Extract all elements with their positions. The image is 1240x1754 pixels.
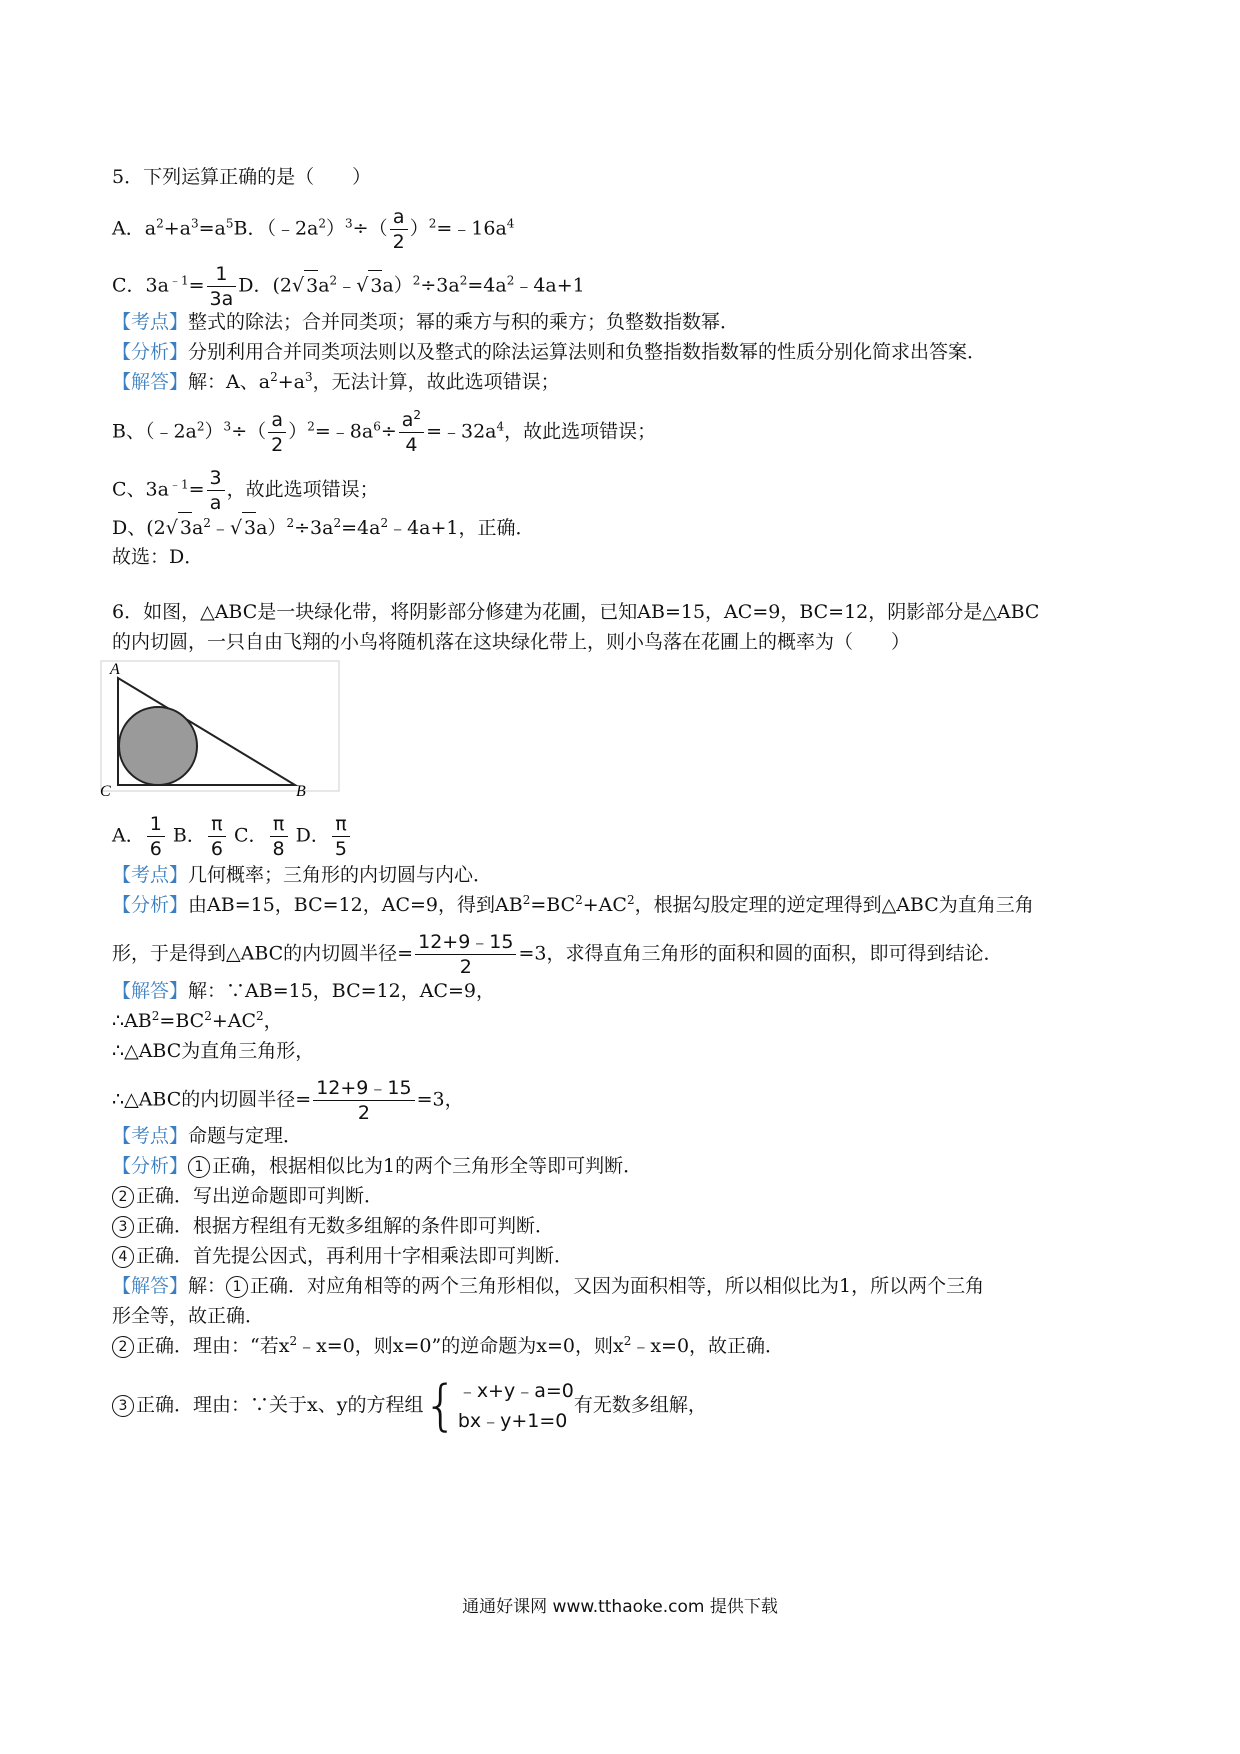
q7-fenxi-2: 2 正确．写出逆命题即可判断． <box>112 1181 383 1211</box>
q6-jieda-2: $\therefore AB^2=BC^2+AC^2$， <box>112 1009 283 1032</box>
q7-fenxi-1: 【分析】 1 正确，根据相似比为1的两个三角形全等即可判断． <box>112 1155 643 1177</box>
q5-stem: 5．下列运算正确的是（ ） <box>112 166 372 188</box>
q6-jieda-4: ∴△ABC的内切圆半径= $\frac{12+9﹣15}{2}$ =3， <box>112 1077 464 1124</box>
q7-fenxi-4: 4 正确．首先提公因式，再利用十字相乘法即可判断． <box>112 1241 573 1271</box>
q6-options: A． $\frac{1}{6}$ B． $\frac{\pi}{6}$ C． $\frac{\pi}{8}$ D． $\frac{\pi}{5}$ <box>112 812 352 861</box>
label-b: B <box>296 783 306 800</box>
q5-jieda-c: C、$3a^{﹣1}=$ $\frac{3}{a}$ ，故此选项错误； <box>112 467 379 514</box>
page-footer: 通通好课网 www.tthaoke.com 提供下载 <box>462 1597 778 1617</box>
q6-stem-2: 的内切圆，一只自由飞翔的小鸟将随机落在这块绿化带上，则小鸟落在花圃上的概率为（ ） <box>112 631 911 653</box>
q6-fenxi-1: 【分析】由AB=15，BC=12，AC=9，得到$AB^2=BC^2+AC^2$，根据勾股定理的逆定理得到△ABC为直角三角 <box>112 893 1034 916</box>
q6-stem-1: 6．如图，△ABC是一块绿化带，将阴影部分修建为花圃，已知AB=15，AC=9，BC=12，阴影部分是△ABC <box>112 601 1040 623</box>
q5-kaodian: 【考点】整式的除法；合并同类项；幂的乘方与积的乘方；负整数指数幂． <box>112 311 740 333</box>
q5-answer: 故选：D． <box>112 546 204 568</box>
q5-jieda-a: 【解答】解：A、$a^2+a^3$，无法计算，故此选项错误； <box>112 370 560 393</box>
q7-fenxi-3: 3 正确．根据方程组有无数多组解的条件即可判断． <box>112 1211 554 1241</box>
q5-options-ab: A．$a^2+a^3=a^5B$．$(﹣2a^2)^3\div$（ $\frac{a}{2}$ ）$^2=﹣16a^4$ <box>112 206 515 253</box>
q6-jieda-1: 【解答】解：∵AB=15，BC=12，AC=9， <box>112 980 496 1002</box>
q6-jieda-3: ∴△ABC为直角三角形， <box>112 1040 315 1062</box>
q6-fenxi-2: 形，于是得到△ABC的内切圆半径= $\frac{12+9﹣15}{2}$ =3，求得直角三角形的面积和圆的面积，即可得到结论． <box>112 931 1003 978</box>
q7-jieda-3: 3 正确．理由：∵关于x、y的方程组{ ﹣x+y﹣a=0 bx﹣y+1=0 有无数多组解， <box>112 1375 707 1436</box>
q5-options-cd: C．$3a^{﹣1}=$ $\frac{1}{3a}$ D．(2√ $3a^2﹣√$ $3a)^2\div 3a^2=4a^2﹣4a+1$ <box>112 263 585 310</box>
equation-system: ﹣x+y﹣a=0 bx﹣y+1=0 <box>457 1380 574 1432</box>
label-a: A <box>110 661 120 678</box>
label-c: C <box>100 783 111 800</box>
q7-jieda-1-cont: 形全等，故正确． <box>112 1305 265 1327</box>
q7-jieda-1: 【解答】解： 1 正确．对应角相等的两个三角形相似，又因为面积相等，所以相似比为1，所以两个三角 <box>112 1275 985 1297</box>
q7-kaodian: 【考点】命题与定理． <box>112 1125 303 1147</box>
q5-fenxi: 【分析】分别利用合并同类项法则以及整式的除法运算法则和负整指数指数幂的性质分别化简求出答案． <box>112 341 987 363</box>
q7-jieda-2: 2 正确．理由：“若$x^2﹣x=0$，则x=0”的逆命题为x=0，则$x^2﹣x=0$，故正确． <box>112 1331 784 1361</box>
incircle <box>119 707 197 785</box>
q6-kaodian: 【考点】几何概率；三角形的内切圆与内心． <box>112 864 493 886</box>
q6-triangle-figure <box>100 660 340 800</box>
q5-jieda-b: B、$(﹣2a^2)^3\div$（ $\frac{a}{2}$ ）$^2=﹣8a^6\div$ $\frac{a^2}{4}$ $=﹣32a^4$，故此选项错误； <box>112 408 657 456</box>
q5-jieda-d: D、(2√ $3a^2﹣√$ $3a)^2\div 3a^2=4a^2﹣4a+1$，正确． <box>112 512 535 543</box>
